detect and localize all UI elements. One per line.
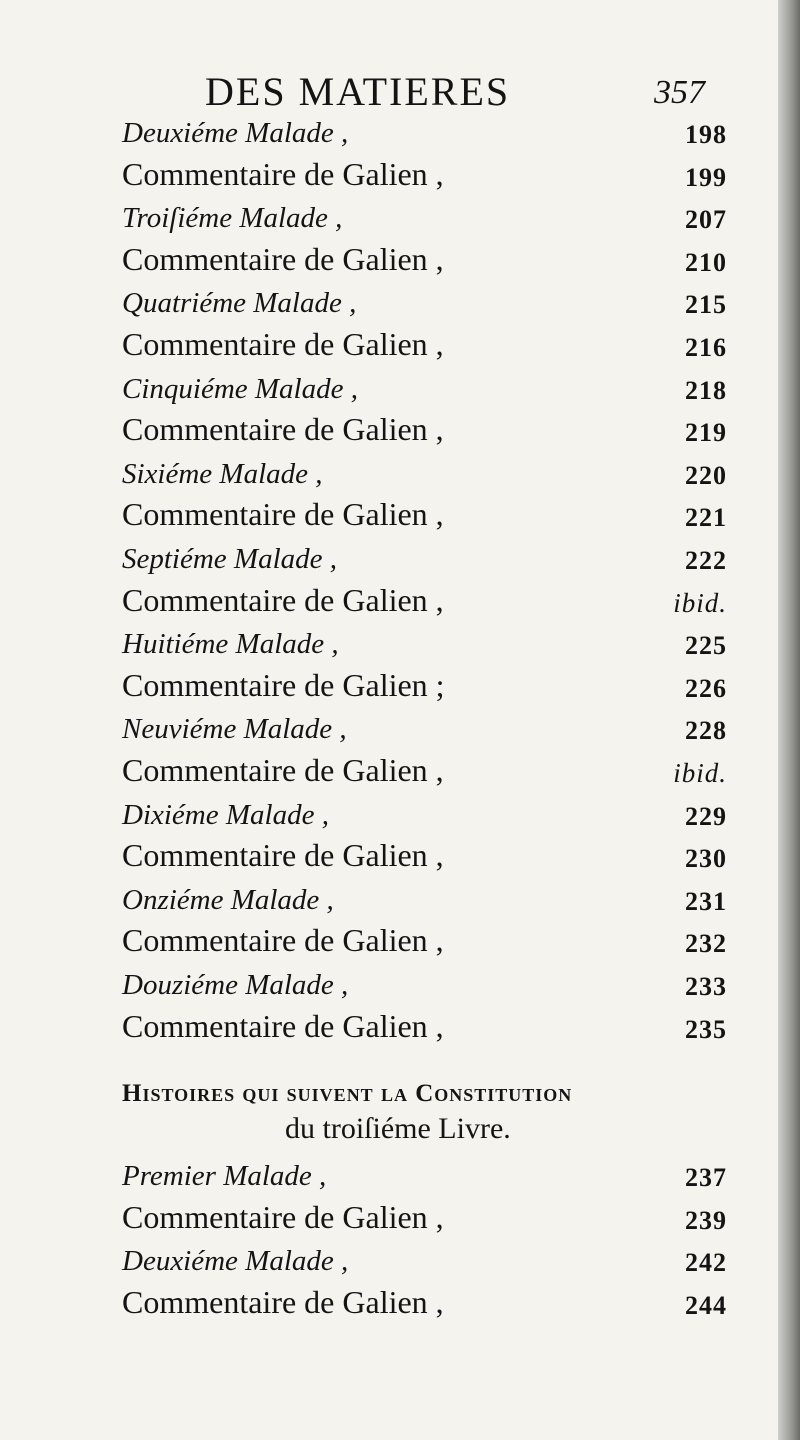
toc-entry bbox=[122, 282, 727, 322]
toc-entry-page: 207 bbox=[685, 205, 727, 235]
toc-entry-label: Quatriéme Malade , bbox=[122, 287, 357, 320]
toc-entry-page: 233 bbox=[685, 972, 727, 1001]
toc-entry-page: 225 bbox=[685, 631, 727, 661]
toc-entry-label: Commentaire de Galien , bbox=[122, 1283, 444, 1320]
toc-entry-label: Commentaire de Galien ; bbox=[122, 666, 445, 703]
toc-entry-page: 242 bbox=[685, 1248, 727, 1278]
toc-entry-page: 228 bbox=[685, 716, 727, 746]
toc-entry-page: 199 bbox=[685, 162, 727, 192]
toc-entry-label: Onziéme Malade , bbox=[122, 883, 334, 916]
toc-entry-label: Commentaire de Galien , bbox=[122, 752, 444, 788]
toc-entry-label: Commentaire de Galien , bbox=[122, 1198, 444, 1235]
toc-entry bbox=[122, 325, 727, 365]
toc-entry bbox=[122, 1198, 727, 1238]
toc-entry bbox=[122, 581, 727, 621]
toc-entry bbox=[122, 879, 727, 919]
toc-entry bbox=[122, 197, 727, 237]
toc-entry-page: 218 bbox=[685, 375, 727, 405]
toc-entry bbox=[122, 1240, 727, 1280]
toc-entry-page: 221 bbox=[685, 503, 727, 533]
toc-entry-label: Cinquiéme Malade , bbox=[122, 372, 358, 405]
toc-entry-page: 235 bbox=[685, 1014, 727, 1044]
toc-entry-label: Commentaire de Galien , bbox=[122, 496, 444, 533]
section-heading: Histoires qui suivent la Constitution bbox=[122, 1080, 573, 1107]
toc-entry-label: Douziéme Malade , bbox=[122, 969, 349, 1001]
toc-entry-page: 215 bbox=[685, 290, 727, 320]
toc-entry-page: 229 bbox=[685, 801, 727, 831]
toc-entry-page: 222 bbox=[685, 546, 727, 575]
toc-entry-label: Huitiéme Malade , bbox=[122, 628, 339, 661]
toc-entry bbox=[122, 538, 727, 578]
toc-entry-page: 239 bbox=[685, 1205, 727, 1235]
toc-entry bbox=[122, 836, 727, 876]
toc-entry-label: Neuviéme Malade , bbox=[122, 713, 347, 746]
toc-entry-label: Commentaire de Galien , bbox=[122, 1007, 444, 1044]
toc-entry-label: Commentaire de Galien , bbox=[122, 240, 444, 277]
toc-entry bbox=[122, 921, 727, 961]
toc-entry-label: Commentaire de Galien , bbox=[122, 411, 444, 448]
toc-entry bbox=[122, 112, 727, 152]
toc-entry-page: ibid. bbox=[673, 587, 727, 618]
toc-entry bbox=[122, 708, 727, 748]
toc-entry-label: Dixiéme Malade , bbox=[122, 798, 329, 831]
toc-entry-page: 198 bbox=[685, 120, 727, 149]
toc-entry bbox=[122, 794, 727, 834]
toc-entry-page: 216 bbox=[685, 333, 727, 362]
toc-entry-label: Premier Malade , bbox=[122, 1160, 327, 1192]
toc-entry-label: Commentaire de Galien , bbox=[122, 326, 444, 362]
toc-entry-page: 210 bbox=[685, 247, 727, 277]
toc-entry bbox=[122, 1283, 727, 1323]
toc-entry-label: Commentaire de Galien , bbox=[122, 922, 444, 959]
toc-entry bbox=[122, 495, 727, 535]
toc-entry bbox=[122, 1007, 727, 1047]
toc-entry bbox=[122, 751, 727, 791]
toc-entry-label: Septiéme Malade , bbox=[122, 543, 338, 575]
section-subheading: du troiſiéme Livre. bbox=[285, 1112, 511, 1145]
toc-entry bbox=[122, 410, 727, 450]
toc-entry bbox=[122, 623, 727, 663]
toc-entry-label: Commentaire de Galien , bbox=[122, 155, 444, 192]
toc-entry-page: 220 bbox=[685, 460, 727, 490]
page-number: 357 bbox=[654, 74, 705, 111]
toc-entry-label: Sixiéme Malade , bbox=[122, 457, 323, 490]
toc-entry bbox=[122, 1155, 727, 1195]
toc-entry-label: Commentaire de Galien , bbox=[122, 581, 444, 618]
toc-entry-label: Troiſiéme Malade , bbox=[122, 202, 343, 235]
toc-entry-page: 232 bbox=[685, 929, 727, 959]
toc-entry bbox=[122, 240, 727, 280]
toc-entry bbox=[122, 368, 727, 408]
toc-entry-page: ibid. bbox=[673, 758, 727, 788]
toc-entry bbox=[122, 666, 727, 706]
toc-entry-label: Commentaire de Galien , bbox=[122, 837, 444, 874]
toc-entry-page: 226 bbox=[685, 673, 727, 703]
toc-entry-page: 244 bbox=[685, 1290, 727, 1320]
toc-entry-page: 230 bbox=[685, 844, 727, 874]
toc-entry-page: 219 bbox=[685, 418, 727, 448]
toc-entry bbox=[122, 964, 727, 1004]
toc-entry bbox=[122, 155, 727, 195]
toc-entry-label: Deuxiéme Malade , bbox=[122, 1245, 349, 1278]
toc-entry-page: 231 bbox=[685, 886, 727, 916]
toc-entry-label: Deuxiéme Malade , bbox=[122, 117, 349, 149]
running-title: DES MATIERES bbox=[205, 69, 511, 114]
toc-entry bbox=[122, 453, 727, 493]
toc-entry-page: 237 bbox=[685, 1163, 727, 1192]
